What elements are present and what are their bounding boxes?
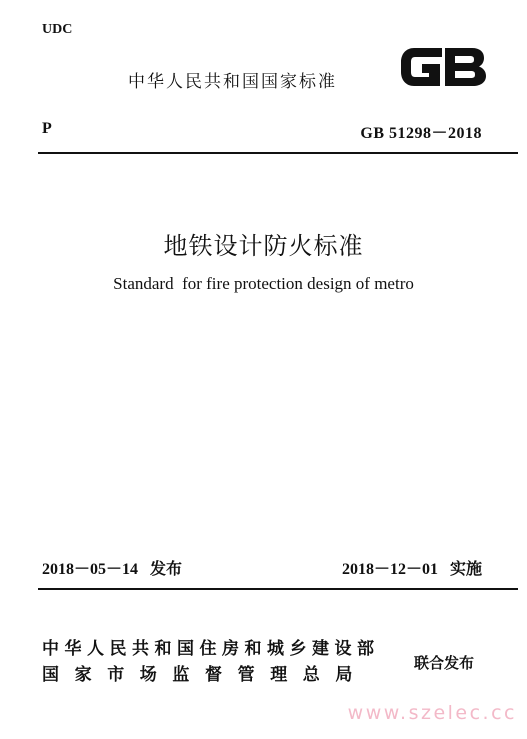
udc-label: UDC: [42, 22, 73, 37]
standard-number: GB 51298－2018: [360, 125, 482, 142]
issuer-title: 中华人民共和国国家标准: [128, 72, 337, 92]
gb-logo: [398, 42, 488, 92]
publisher-ministry: 中华人民共和国住房和城乡建设部: [42, 639, 380, 659]
standard-title-chinese: 地铁设计防火标准: [163, 232, 364, 260]
implement-date-line: [342, 556, 482, 579]
publisher-administration: 国家市场监督管理总局: [42, 665, 368, 685]
implement-date: 2018－12－01: [341, 561, 438, 578]
site-watermark: www.szelec.cc: [347, 702, 517, 724]
standard-title-english: Standard for fire protection design of metro: [113, 274, 414, 293]
category-code: P: [42, 120, 52, 137]
issue-date: 2018－05－14: [42, 561, 139, 578]
top-divider: [38, 152, 518, 154]
bottom-divider: [38, 588, 518, 590]
implement-label: 实施: [449, 559, 482, 578]
issue-date-line: [42, 556, 182, 579]
joint-issue-label: 联合发布: [414, 654, 475, 672]
issue-label: 发布: [150, 559, 183, 578]
